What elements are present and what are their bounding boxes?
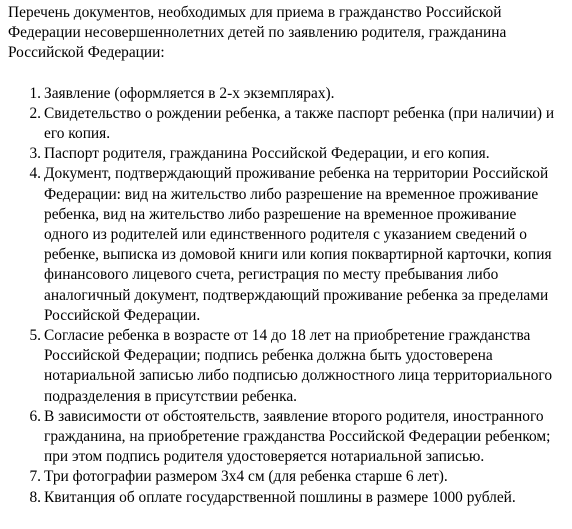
list-item-2 [8, 104, 564, 144]
list-item-number: 8. [29, 488, 41, 506]
list-item-text: Документ, подтверждающий проживание ребенка на территории Российской Федерации: вид на жительство либо разрешение на временное проживание ребенка, вид на жительство либо разрешение на временное проживание одного из родителей или единственного родителя с указанием сведений о ребенке, выписка из домовой книги или копия поквартирной карточки, копия финансового лицевого счета, регистрация по месту пребывания либо аналогичный документ, подтверждающий проживание ребенка за пределами Российской Федерации. [44, 165, 552, 324]
list-item-number: 6. [29, 407, 41, 425]
list-item-5 [8, 326, 564, 407]
list-item-text: Заявление (оформляется в 2-х экземплярах). [44, 84, 335, 102]
list-item-3 [8, 144, 564, 164]
document-intro: Перечень документов, необходимых для приема в гражданство Российской Федерации несовершеннолетних детей по заявлению родителя, гражданина Российской Федерации: [8, 4, 507, 62]
list-item-number: 3. [29, 145, 41, 163]
list-item-6 [8, 407, 564, 468]
list-item-text: Три фотографии размером 3х4 см (для ребенка старше 6 лет). [44, 468, 448, 486]
list-item-1 [8, 84, 564, 104]
list-item-4 [8, 164, 564, 326]
list-item-number: 2. [29, 104, 41, 122]
list-item-text: В зависимости от обстоятельств, заявление второго родителя, иностранного гражданина, на приобретение гражданства Российской Федерации ребенком; при этом подпись родителя удостоверяется нотариальной записью. [44, 407, 551, 466]
list-item-7 [8, 467, 564, 487]
list-item-text: Паспорт родителя, гражданина Российской Федерации, и его копия. [44, 145, 490, 163]
list-item-number: 7. [29, 468, 41, 486]
list-item-text: Свидетельство о рождении ребенка, а также паспорт ребенка (при наличии) и его копия. [44, 104, 555, 143]
list-item-8 [8, 488, 564, 508]
list-item-number: 1. [29, 84, 41, 102]
list-item-text: Согласие ребенка в возрасте от 14 до 18 лет на приобретение гражданства Российской Федерации; подпись ребенка должна быть удостоверена нотариальной записью либо подписью должностного лица территориального подразделения в присутствии ребенка. [44, 327, 553, 405]
list-item-number: 4. [29, 165, 41, 183]
documents-list [8, 84, 564, 508]
list-item-text: Квитанция об оплате государственной пошлины в размере 1000 рублей. [44, 488, 516, 506]
list-item-number: 5. [29, 327, 41, 345]
